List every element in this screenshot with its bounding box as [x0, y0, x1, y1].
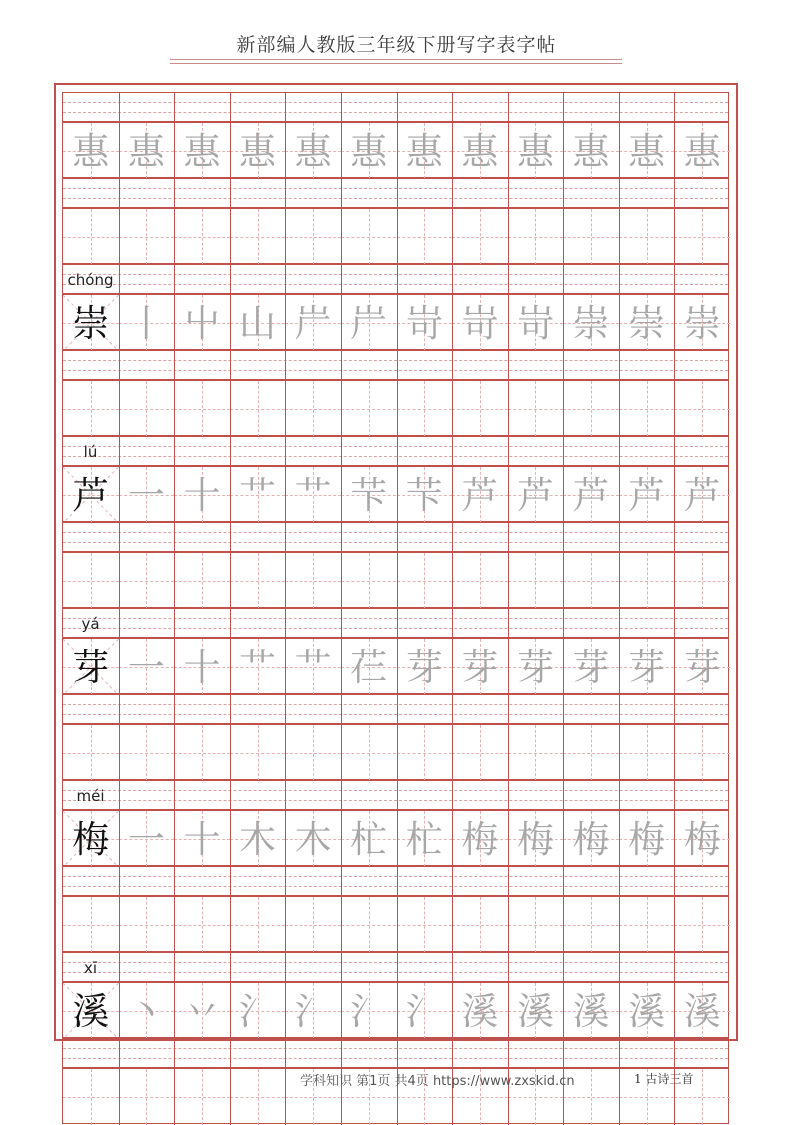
trace-cell — [452, 295, 508, 351]
blank-cell — [63, 725, 119, 781]
blank-cell — [119, 553, 175, 609]
trace-cell — [619, 467, 675, 523]
trace-cell — [119, 295, 175, 351]
blank-cell — [563, 209, 619, 265]
blank-cell — [63, 381, 119, 437]
trace-cell — [563, 467, 619, 523]
trace-cell — [285, 295, 341, 351]
trace-cell — [230, 639, 286, 695]
blank-pinyin-row — [62, 350, 729, 380]
trace-character: 十 — [183, 817, 221, 861]
pinyin-label: chóng — [67, 271, 114, 289]
blank-pinyin-row — [62, 1038, 729, 1068]
title-underline — [170, 59, 622, 60]
blank-practice-row — [62, 724, 729, 780]
blank-cell — [452, 553, 508, 609]
trace-character: 崇 — [683, 301, 721, 345]
trace-cell — [285, 811, 341, 867]
trace-cell — [174, 811, 230, 867]
trace-character: 艹 — [239, 645, 277, 689]
trace-cell — [563, 295, 619, 351]
trace-character: 岢 — [516, 301, 554, 345]
trace-cell — [230, 811, 286, 867]
pinyin-row — [62, 952, 729, 982]
blank-cell — [674, 553, 730, 609]
trace-cell — [230, 295, 286, 351]
character-row — [62, 294, 729, 350]
trace-cell — [619, 983, 675, 1039]
blank-cell — [397, 381, 453, 437]
trace-cell — [619, 639, 675, 695]
blank-cell — [119, 209, 175, 265]
trace-character: 氵 — [294, 989, 332, 1033]
blank-cell — [230, 725, 286, 781]
blank-cell — [63, 1069, 119, 1125]
trace-cell — [174, 639, 230, 695]
trace-cell — [674, 123, 730, 179]
model-cell — [63, 639, 119, 695]
trace-cell — [508, 467, 564, 523]
trace-character: 丶 — [127, 989, 165, 1033]
blank-cell — [508, 553, 564, 609]
trace-character: 芐 — [350, 473, 388, 517]
blank-cell — [563, 897, 619, 953]
pinyin-row — [62, 608, 729, 638]
blank-cell — [174, 209, 230, 265]
blank-cell — [619, 553, 675, 609]
blank-cell — [63, 553, 119, 609]
trace-cell — [174, 123, 230, 179]
trace-character: 溪 — [572, 989, 610, 1033]
trace-cell — [119, 123, 175, 179]
trace-character: 惠 — [350, 129, 388, 173]
trace-character: 溪 — [516, 989, 554, 1033]
trace-character: 梅 — [461, 817, 499, 861]
trace-cell — [452, 467, 508, 523]
trace-cell — [563, 811, 619, 867]
trace-cell — [674, 295, 730, 351]
blank-cell — [119, 1069, 175, 1125]
trace-cell — [397, 295, 453, 351]
pinyin-label: xī — [83, 959, 98, 977]
trace-character: 惠 — [683, 129, 721, 173]
blank-cell — [341, 897, 397, 953]
trace-cell — [119, 983, 175, 1039]
blank-cell — [452, 897, 508, 953]
pinyin-label: méi — [76, 787, 105, 805]
character-row — [62, 810, 729, 866]
trace-cell — [452, 639, 508, 695]
blank-cell — [285, 725, 341, 781]
trace-cell — [508, 639, 564, 695]
model-cell — [63, 983, 119, 1039]
trace-character: 丨 — [127, 301, 165, 345]
trace-character: 芐 — [405, 473, 443, 517]
blank-cell — [230, 209, 286, 265]
blank-cell — [397, 209, 453, 265]
trace-character: 溪 — [628, 989, 666, 1033]
trace-character: 氵 — [350, 989, 388, 1033]
blank-cell — [174, 381, 230, 437]
trace-character: 惠 — [461, 129, 499, 173]
model-character: 梅 — [72, 817, 110, 861]
model-character: 芦 — [72, 473, 110, 517]
trace-character: 木 — [294, 817, 332, 861]
trace-cell — [452, 123, 508, 179]
pinyin-label: lú — [83, 443, 98, 461]
pinyin-label: yá — [81, 615, 100, 633]
trace-cell — [397, 467, 453, 523]
trace-cell — [341, 123, 397, 179]
blank-practice-row — [62, 552, 729, 608]
blank-cell — [563, 553, 619, 609]
trace-character: 溪 — [461, 989, 499, 1033]
blank-cell — [63, 897, 119, 953]
model-character: 崇 — [72, 301, 110, 345]
trace-character: 岢 — [405, 301, 443, 345]
blank-cell — [174, 897, 230, 953]
trace-cell — [674, 467, 730, 523]
trace-character: 芽 — [628, 645, 666, 689]
trace-character: 惠 — [572, 129, 610, 173]
trace-cell — [341, 983, 397, 1039]
model-character: 溪 — [72, 989, 110, 1033]
blank-cell — [174, 553, 230, 609]
trace-character: 梅 — [516, 817, 554, 861]
trace-character: 氵 — [239, 989, 277, 1033]
model-cell — [63, 295, 119, 351]
blank-cell — [230, 897, 286, 953]
trace-character: 惠 — [294, 129, 332, 173]
blank-practice-row — [62, 896, 729, 952]
trace-character: 崇 — [572, 301, 610, 345]
trace-character: 惠 — [72, 129, 110, 173]
blank-cell — [285, 897, 341, 953]
trace-character: 溪 — [683, 989, 721, 1033]
trace-cell — [285, 983, 341, 1039]
trace-cell — [341, 467, 397, 523]
model-cell — [63, 123, 119, 179]
blank-cell — [619, 209, 675, 265]
trace-cell — [397, 123, 453, 179]
trace-cell — [174, 295, 230, 351]
trace-cell — [230, 467, 286, 523]
trace-character: 杧 — [405, 817, 443, 861]
trace-cell — [452, 983, 508, 1039]
trace-cell — [508, 983, 564, 1039]
footer-lesson: 1 古诗三首 — [634, 1072, 694, 1086]
blank-cell — [341, 553, 397, 609]
blank-cell — [397, 553, 453, 609]
trace-character: 芢 — [350, 645, 388, 689]
trace-character: 芦 — [628, 473, 666, 517]
trace-cell — [174, 983, 230, 1039]
page-title: 新部编人教版三年级下册写字表字帖 — [236, 34, 557, 56]
trace-character: 惠 — [405, 129, 443, 173]
blank-cell — [119, 381, 175, 437]
trace-character: 惠 — [127, 129, 165, 173]
trace-character: 艹 — [294, 645, 332, 689]
trace-character: 芽 — [516, 645, 554, 689]
model-character: 芽 — [72, 645, 110, 689]
blank-cell — [452, 725, 508, 781]
trace-character: 芦 — [461, 473, 499, 517]
trace-character: 梅 — [683, 817, 721, 861]
trace-character: 一 — [127, 817, 165, 861]
trace-cell — [285, 467, 341, 523]
trace-cell — [341, 811, 397, 867]
trace-character: 芽 — [572, 645, 610, 689]
model-cell — [63, 467, 119, 523]
blank-cell — [674, 209, 730, 265]
blank-cell — [341, 209, 397, 265]
trace-cell — [619, 811, 675, 867]
blank-pinyin-row — [62, 522, 729, 552]
blank-cell — [508, 209, 564, 265]
trace-character: 岢 — [461, 301, 499, 345]
trace-character: 梅 — [572, 817, 610, 861]
trace-cell — [674, 639, 730, 695]
trace-character: 十 — [183, 473, 221, 517]
trace-cell — [341, 295, 397, 351]
character-row — [62, 638, 729, 694]
pinyin-row — [62, 264, 729, 294]
trace-cell — [674, 811, 730, 867]
trace-character: 芽 — [461, 645, 499, 689]
character-row — [62, 982, 729, 1038]
blank-cell — [674, 897, 730, 953]
trace-cell — [230, 983, 286, 1039]
trace-character: 崇 — [628, 301, 666, 345]
trace-character: 惠 — [239, 129, 277, 173]
trace-character: 木 — [239, 817, 277, 861]
trace-cell — [508, 295, 564, 351]
trace-character: 芦 — [572, 473, 610, 517]
blank-cell — [508, 725, 564, 781]
blank-practice-row — [62, 380, 729, 436]
blank-cell — [619, 381, 675, 437]
blank-cell — [119, 897, 175, 953]
blank-cell — [285, 553, 341, 609]
trace-character: 杧 — [350, 817, 388, 861]
trace-cell — [563, 983, 619, 1039]
trace-character: 丷 — [183, 989, 221, 1033]
title-underline-secondary — [170, 63, 622, 64]
trace-character: 惠 — [628, 129, 666, 173]
trace-cell — [508, 811, 564, 867]
blank-cell — [619, 897, 675, 953]
trace-cell — [563, 639, 619, 695]
trace-character: 氵 — [405, 989, 443, 1033]
trace-character: 屵 — [294, 301, 332, 345]
trace-character: 一 — [127, 473, 165, 517]
blank-practice-row — [62, 208, 729, 264]
blank-cell — [563, 381, 619, 437]
trace-character: 芽 — [683, 645, 721, 689]
blank-cell — [285, 381, 341, 437]
blank-pinyin-row — [62, 92, 729, 122]
trace-character: 艹 — [239, 473, 277, 517]
blank-cell — [119, 725, 175, 781]
blank-cell — [230, 381, 286, 437]
trace-cell — [619, 123, 675, 179]
trace-cell — [341, 639, 397, 695]
trace-cell — [563, 123, 619, 179]
trace-character: 艹 — [294, 473, 332, 517]
trace-cell — [119, 639, 175, 695]
trace-cell — [397, 983, 453, 1039]
trace-cell — [174, 467, 230, 523]
blank-cell — [174, 725, 230, 781]
character-row — [62, 122, 729, 178]
trace-cell — [397, 639, 453, 695]
trace-character: 芦 — [516, 473, 554, 517]
blank-cell — [230, 1069, 286, 1125]
pinyin-row — [62, 780, 729, 810]
blank-cell — [619, 725, 675, 781]
blank-cell — [285, 209, 341, 265]
blank-cell — [508, 897, 564, 953]
blank-pinyin-row — [62, 178, 729, 208]
blank-cell — [63, 209, 119, 265]
blank-pinyin-row — [62, 694, 729, 724]
trace-cell — [119, 811, 175, 867]
blank-cell — [397, 897, 453, 953]
trace-character: 梅 — [628, 817, 666, 861]
trace-cell — [285, 639, 341, 695]
trace-cell — [619, 295, 675, 351]
trace-character: 芦 — [683, 473, 721, 517]
blank-cell — [230, 553, 286, 609]
trace-character: 屵 — [350, 301, 388, 345]
trace-cell — [230, 123, 286, 179]
blank-cell — [341, 725, 397, 781]
trace-character: 山 — [239, 301, 277, 345]
blank-cell — [674, 725, 730, 781]
blank-cell — [563, 725, 619, 781]
blank-cell — [341, 381, 397, 437]
trace-cell — [452, 811, 508, 867]
character-row — [62, 466, 729, 522]
blank-cell — [397, 725, 453, 781]
blank-cell — [508, 381, 564, 437]
trace-cell — [508, 123, 564, 179]
trace-cell — [397, 811, 453, 867]
model-cell — [63, 811, 119, 867]
trace-character: 屮 — [183, 301, 221, 345]
trace-character: 惠 — [516, 129, 554, 173]
trace-cell — [674, 983, 730, 1039]
blank-cell — [174, 1069, 230, 1125]
blank-pinyin-row — [62, 866, 729, 896]
trace-character: 十 — [183, 645, 221, 689]
trace-character: 芽 — [405, 645, 443, 689]
trace-cell — [285, 123, 341, 179]
blank-cell — [452, 381, 508, 437]
pinyin-row — [62, 436, 729, 466]
blank-cell — [674, 381, 730, 437]
trace-character: 惠 — [183, 129, 221, 173]
trace-cell — [119, 467, 175, 523]
footer-source: 学科知识 第1页 共4页 https://www.zxskid.cn — [300, 1074, 575, 1089]
blank-cell — [452, 209, 508, 265]
trace-character: 一 — [127, 645, 165, 689]
